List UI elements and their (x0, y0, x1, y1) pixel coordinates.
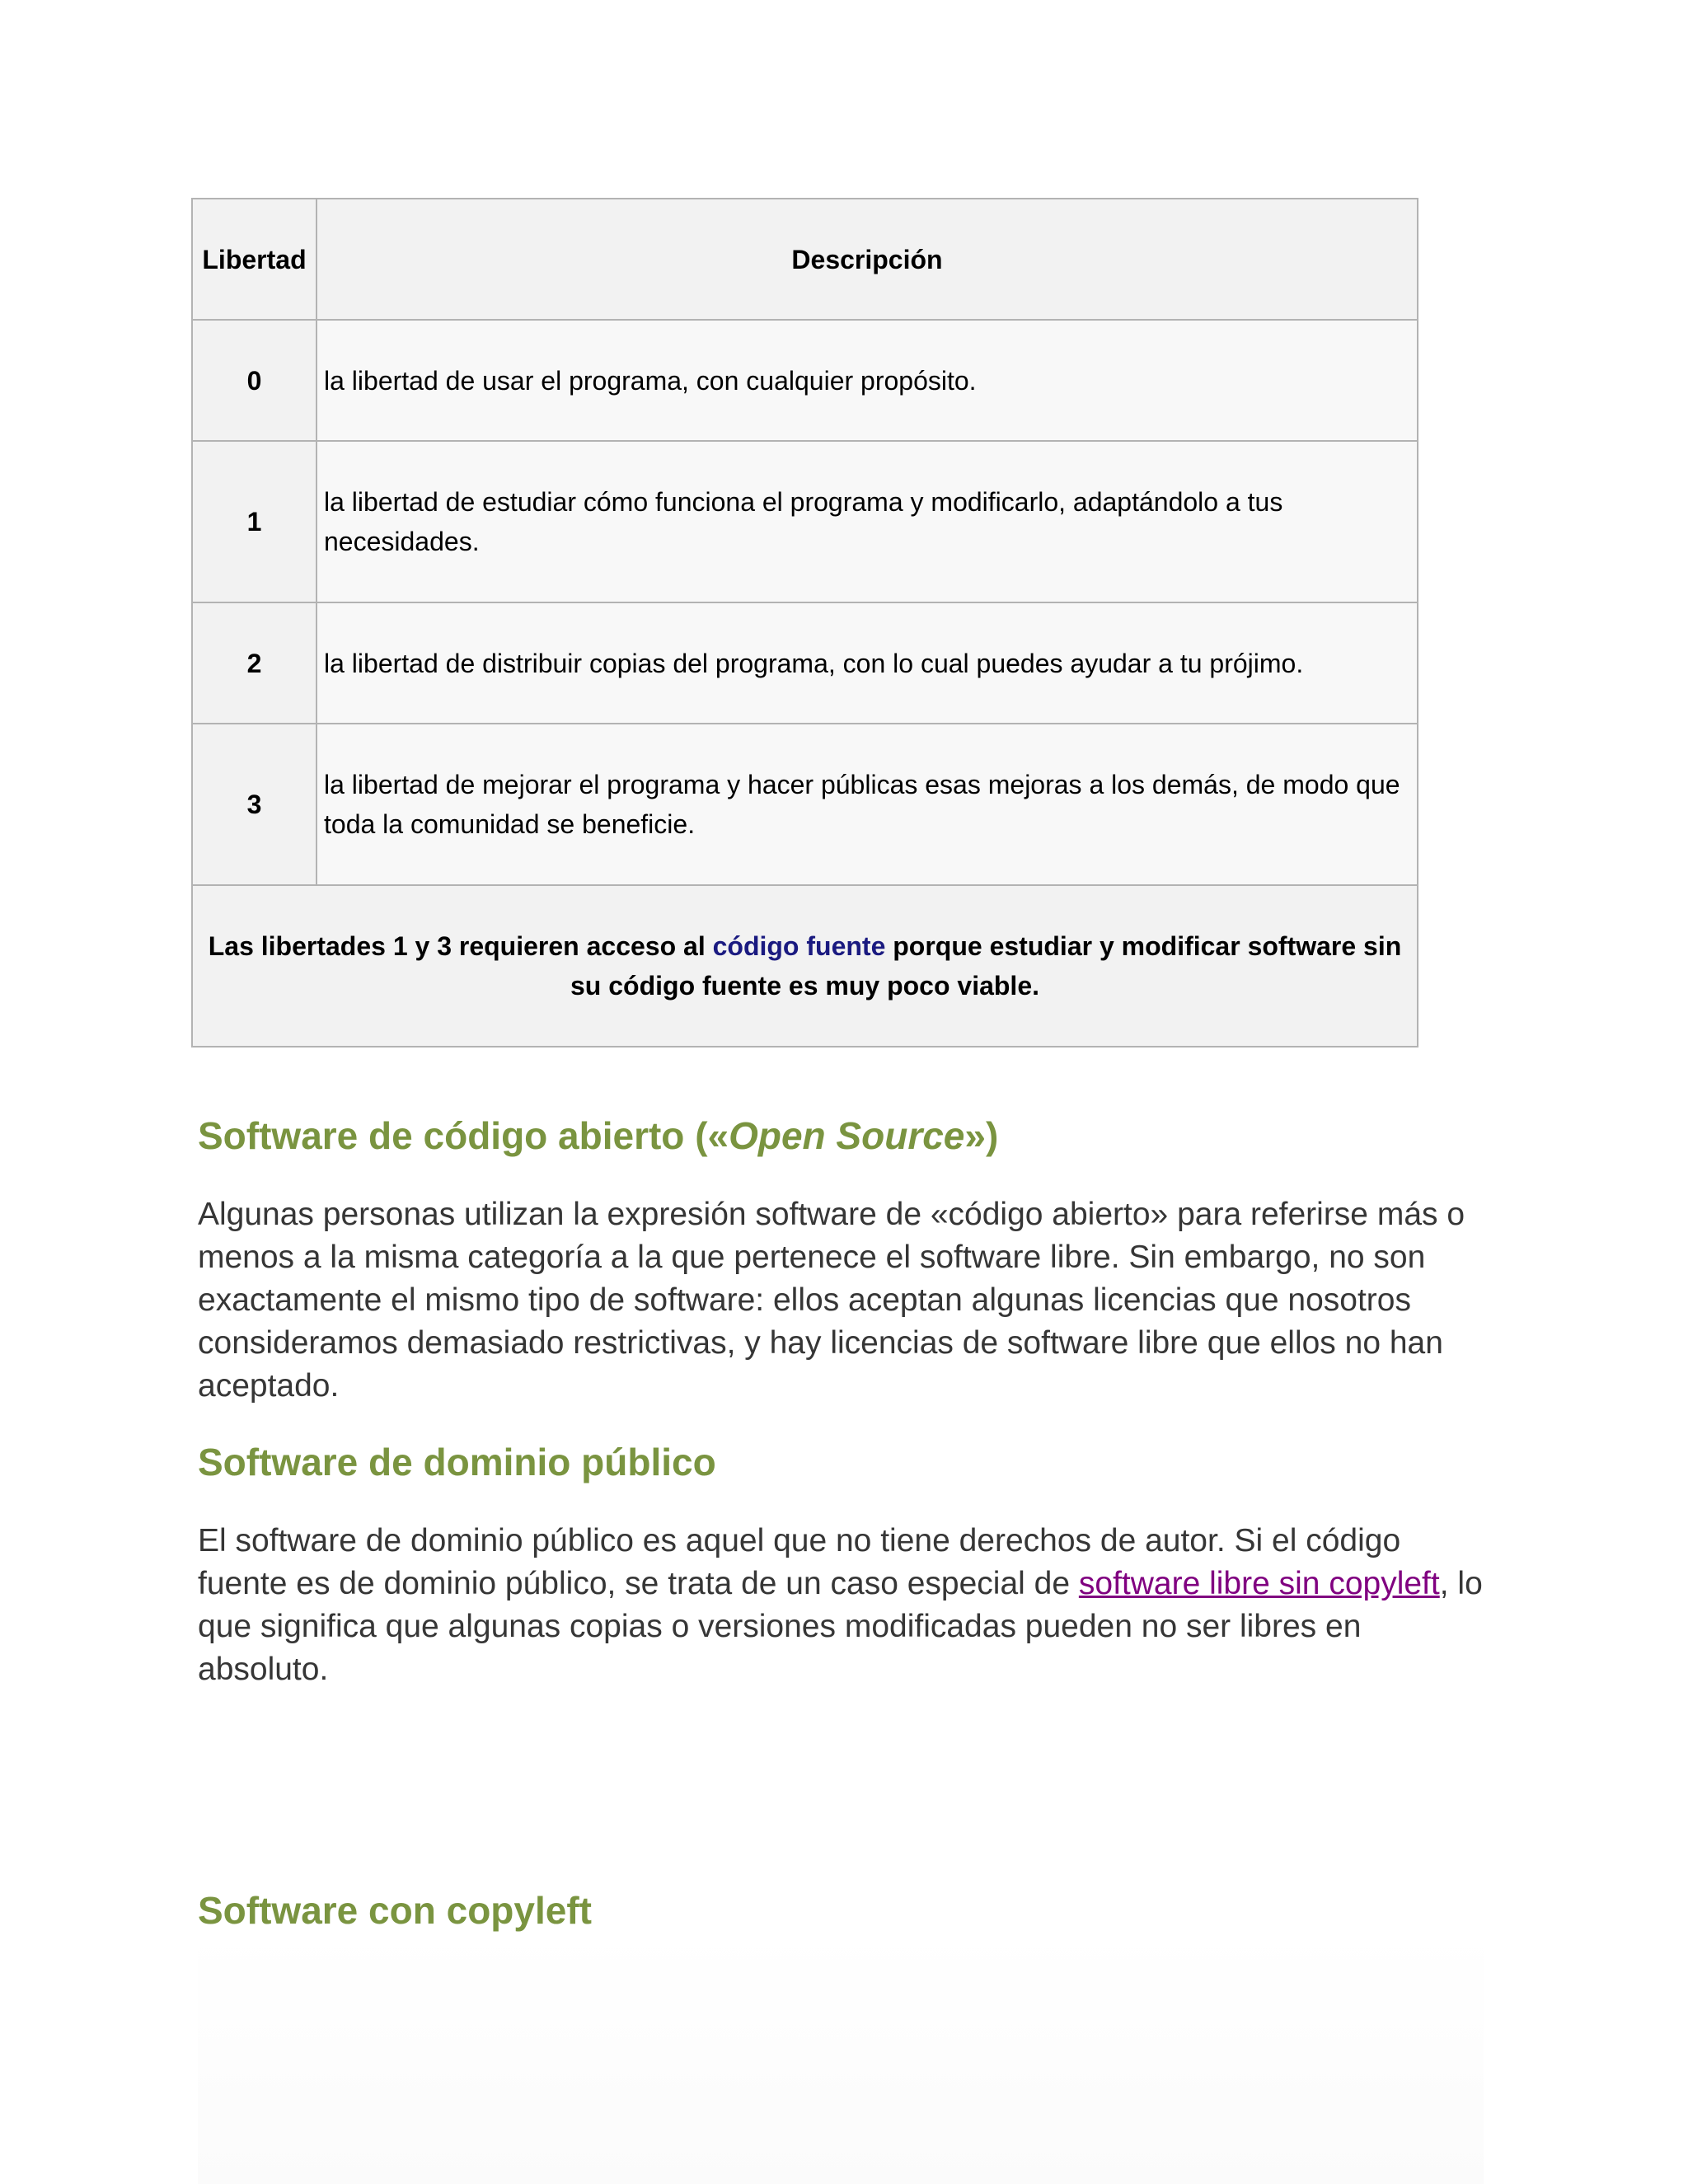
table-note (192, 885, 1418, 1047)
note-text-after: porque estudiar y modificar software sin su código fuente es muy poco viable. (570, 931, 1402, 1001)
open-source-title (198, 1111, 1484, 1160)
paragraph-text: , lo que significa que algunas copias o versiones modificadas pueden no ser libres en absoluto. (198, 1566, 1483, 1687)
title-text: ») (964, 1114, 999, 1157)
freedom-number: 2 (192, 602, 316, 724)
table-row (192, 441, 1418, 602)
title-italic-text: Open Source (729, 1114, 965, 1157)
copyleft-section (198, 1886, 1484, 1935)
public-domain-section (198, 1437, 1484, 1487)
header-description: Descripción (316, 199, 1418, 320)
public-domain-body (198, 1520, 1484, 1691)
public-domain-title: Software de dominio público (198, 1441, 716, 1483)
non-copyleft-link[interactable]: software libre sin copyleft (1078, 1566, 1440, 1601)
freedom-description: la libertad de usar el programa, con cualquier propósito. (316, 320, 1418, 441)
note-text-before: Las libertades 1 y 3 requieren acceso al (208, 931, 713, 961)
table-row (192, 724, 1418, 885)
freedom-number: 3 (192, 724, 316, 885)
title-text: Software de código abierto (« (198, 1114, 729, 1157)
table-row (192, 320, 1418, 441)
freedom-description: la libertad de distribuir copias del programa, con lo cual puedes ayudar a tu prójimo. (316, 602, 1418, 724)
open-source-body (198, 1193, 1484, 1408)
copyleft-title: Software con copyleft (198, 1889, 592, 1932)
header-freedom: Libertad (192, 199, 316, 320)
public-domain-paragraph (198, 1520, 1484, 1691)
table-header-row (192, 199, 1418, 320)
freedom-number: 1 (192, 441, 316, 602)
freedom-number: 0 (192, 320, 316, 441)
table-note-row (192, 885, 1418, 1047)
freedoms-table (191, 198, 1418, 1047)
freedom-description: la libertad de estudiar cómo funciona el programa y modificarlo, adaptándolo a tus necesidades. (316, 441, 1418, 602)
source-code-link[interactable]: código fuente (712, 931, 886, 961)
open-source-paragraph: Algunas personas utilizan la expresión software de «código abierto» para referirse más o menos a la misma categoría a la que pertenece el software libre. Sin embargo, no son exactamente el mismo tipo de software: ellos aceptan algunas licencias que nosotros consideramos demasiado restrictivas, y hay licencias de software libre que ellos no han aceptado. (198, 1197, 1465, 1404)
paragraph-text: El software de dominio público es aquel que no tiene derechos de autor. Si el código fuente es de dominio público, se trata de un caso especial de (198, 1523, 1401, 1601)
page-shade (198, 1929, 1484, 2184)
table-row (192, 602, 1418, 724)
freedom-description: la libertad de mejorar el programa y hacer públicas esas mejoras a los demás, de modo que toda la comunidad se beneficie. (316, 724, 1418, 885)
open-source-section (198, 1111, 1484, 1160)
